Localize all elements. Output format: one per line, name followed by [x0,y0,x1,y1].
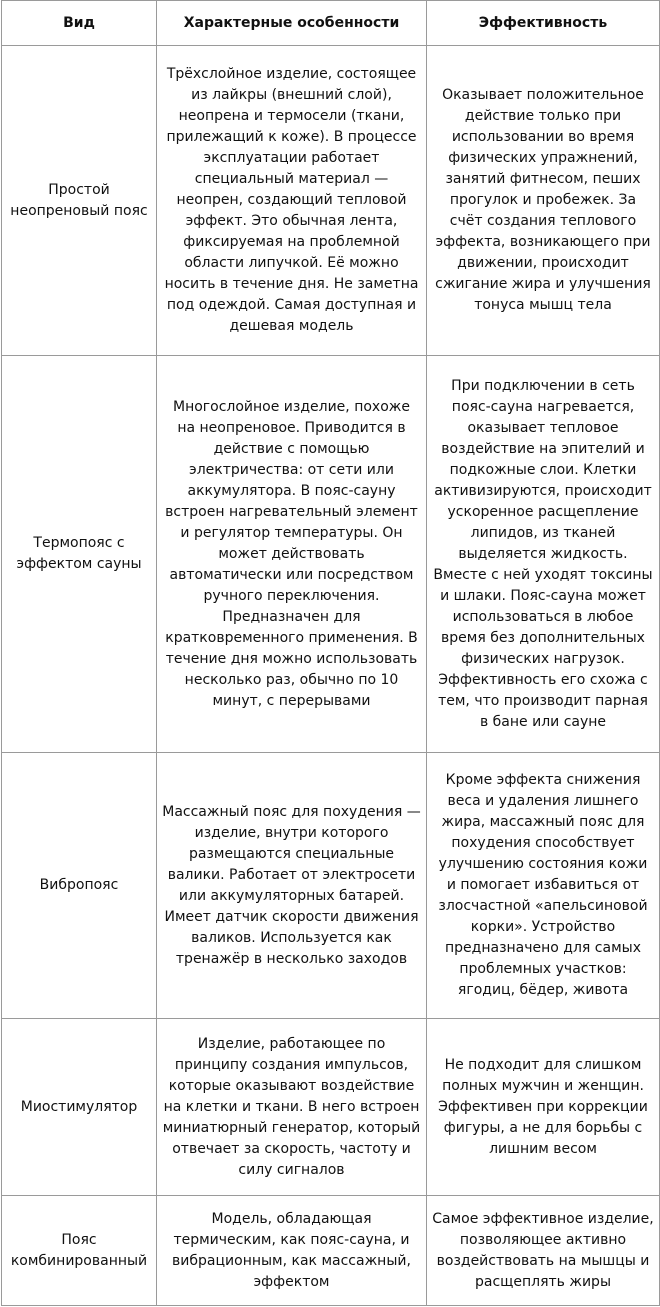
cell-features: Многослойное изделие, похоже на неопреновое. Приводится в действие с помощью электричества: от сети или аккумулятора. В пояс-сауну встроен нагревательный элемент и регулятор температуры. Он может действовать автоматически или посредством ручного переключения. Предназначен для кратковременного применения. В течение дня можно использовать несколько раз, обычно по 10 минут, с перерывами [157,356,427,753]
cell-features: Трёхслойное изделие, состоящее из лайкры (внешний слой), неопрена и термосели (ткани, прилежащий к коже). В процессе эксплуатации работает специальный материал — неопрен, создающий тепловой эффект. Это обычная лента, фиксируемая на проблемной области липучкой. Её можно носить в течение дня. Не заметна под одеждой. Самая доступная и дешевая модель [157,46,427,356]
table-row [2,46,660,356]
table-row [2,1019,660,1196]
header-features: Характерные особенности [157,1,427,46]
table-header-row [2,1,660,46]
slimming-belts-table [1,0,660,1306]
cell-effectiveness: При подключении в сеть пояс-сауна нагревается, оказывает тепловое воздействие на эпителий и подкожные слои. Клетки активизируются, происходит ускоренное расщепление липидов, из тканей выделяется жидкость. Вместе с ней уходят токсины и шлаки. Пояс-сауна может использоваться в любое время без дополнительных физических нагрузок. Эффективность его схожа с тем, что производит парная в бане или сауне [427,356,660,753]
table-row [2,1196,660,1306]
cell-type: Вибропояс [2,753,157,1019]
cell-effectiveness: Не подходит для слишком полных мужчин и женщин. Эффективен при коррекции фигуры, а не для борьбы с лишним весом [427,1019,660,1196]
header-effectiveness: Эффективность [427,1,660,46]
table-row [2,753,660,1019]
cell-features: Массажный пояс для похудения — изделие, внутри которого размещаются специальные валики. Работает от электросети или аккумуляторных батарей. Имеет датчик скорости движения валиков. Используется как тренажёр в несколько заходов [157,753,427,1019]
cell-type: Пояс комбинированный [2,1196,157,1306]
table-row [2,356,660,753]
cell-effectiveness: Оказывает положительное действие только при использовании во время физических упражнений, занятий фитнесом, пеших прогулок и пробежек. За счёт создания теплового эффекта, возникающего при движении, происходит сжигание жира и улучшения тонуса мышц тела [427,46,660,356]
cell-effectiveness: Самое эффективное изделие, позволяющее активно воздействовать на мышцы и расщеплять жиры [427,1196,660,1306]
cell-features: Изделие, работающее по принципу создания импульсов, которые оказывают воздействие на клетки и ткани. В него встроен миниатюрный генератор, который отвечает за скорость, частоту и силу сигналов [157,1019,427,1196]
cell-type: Простой неопреновый пояс [2,46,157,356]
cell-effectiveness: Кроме эффекта снижения веса и удаления лишнего жира, массажный пояс для похудения способствует улучшению состояния кожи и помогает избавиться от злосчастной «апельсиновой корки». Устройство предназначено для самых проблемных участков: ягодиц, бёдер, живота [427,753,660,1019]
cell-type: Миостимулятор [2,1019,157,1196]
cell-type: Термопояс с эффектом сауны [2,356,157,753]
cell-features: Модель, обладающая термическим, как пояс-сауна, и вибрационным, как массажный, эффектом [157,1196,427,1306]
header-type: Вид [2,1,157,46]
